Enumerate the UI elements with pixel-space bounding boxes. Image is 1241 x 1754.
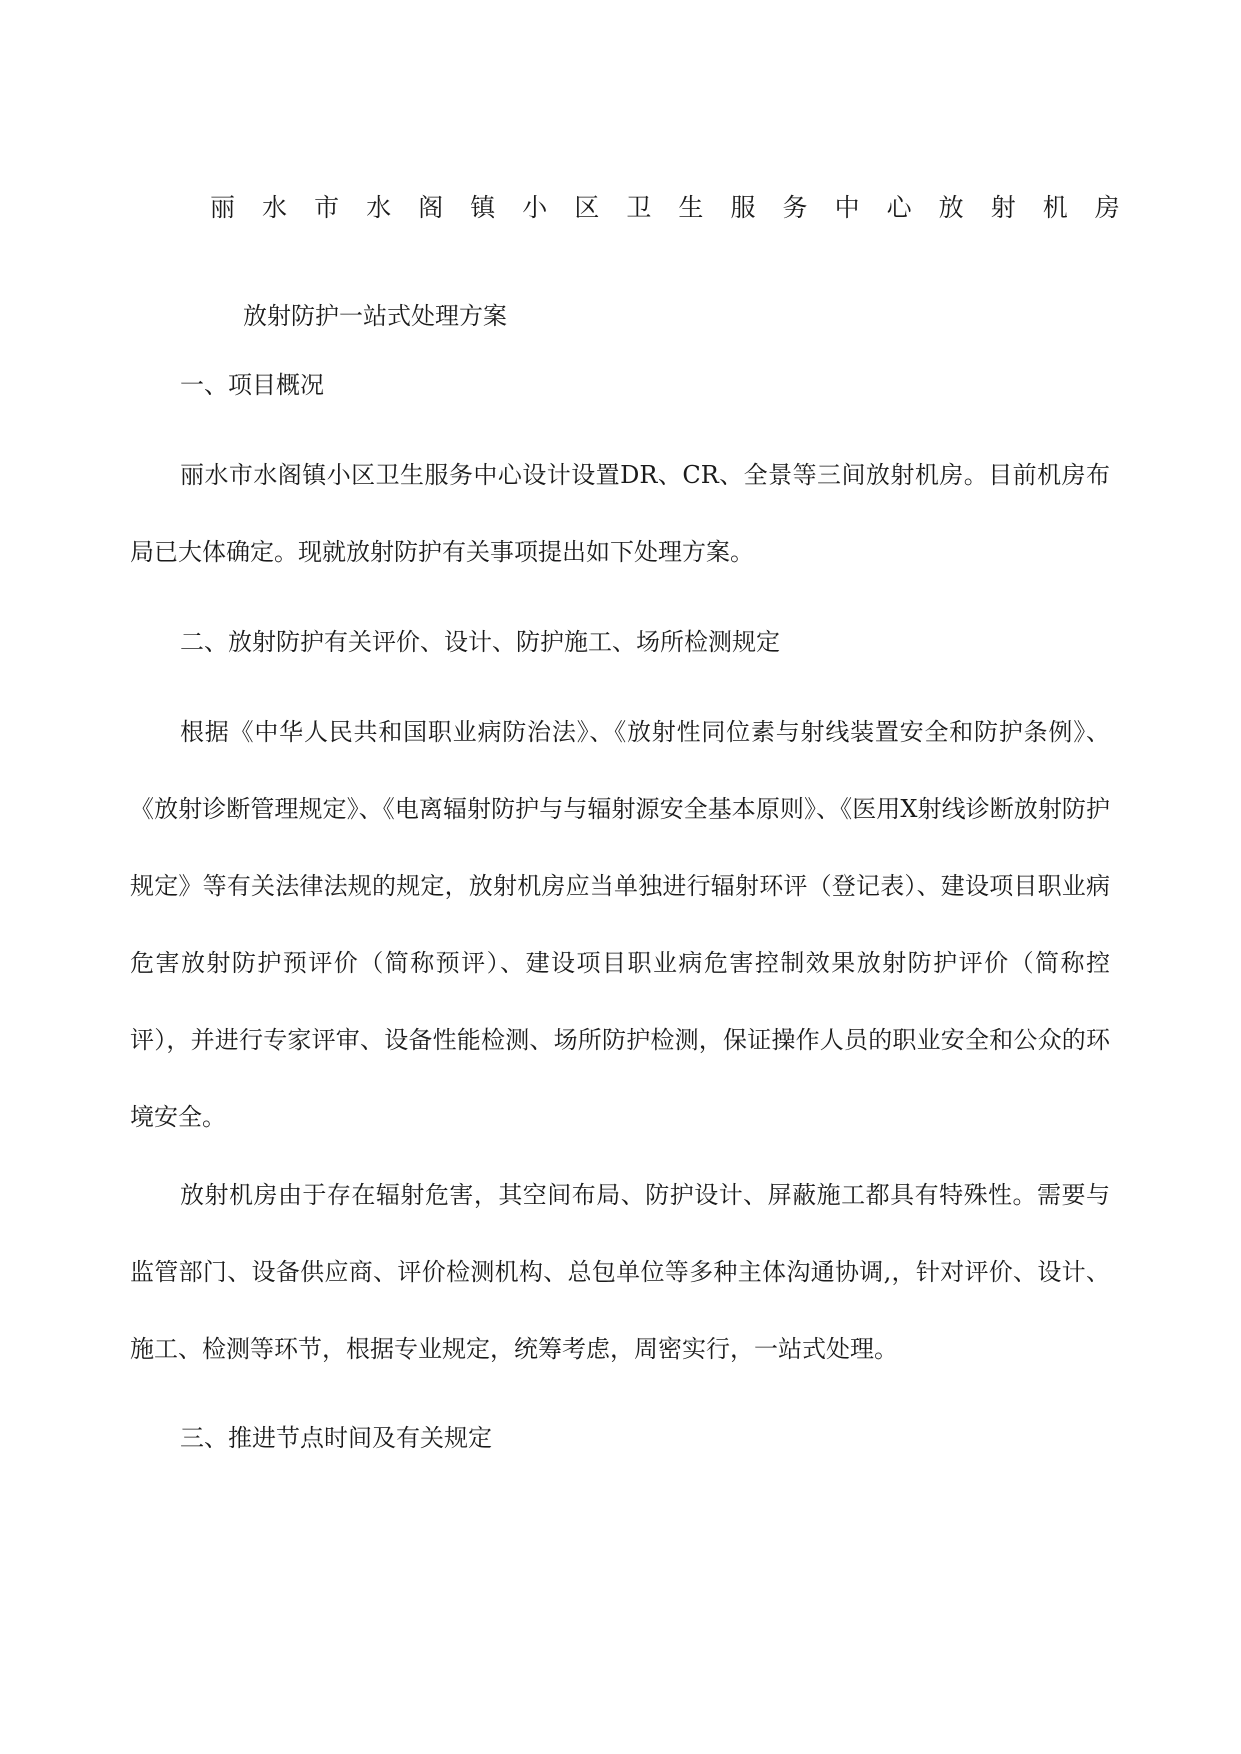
title-character: 小 — [522, 193, 548, 222]
title-character: 心 — [886, 193, 912, 222]
section3-heading: 三、推进节点时间及有关规定 — [180, 1424, 492, 1452]
section2-heading: 二、放射防护有关评价、设计、防护施工、场所检测规定 — [180, 628, 780, 656]
section1-paragraph: 丽水市水阁镇小区卫生服务中心设计设置DR、CR、全景等三间放射机房。目前机房布局已大体确定。现就放射防护有关事项提出如下处理方案。 — [130, 461, 1110, 566]
section1-heading: 一、项目概况 — [180, 371, 324, 399]
title-character: 水 — [366, 193, 392, 222]
document-title-line1 — [210, 190, 1120, 226]
title-character: 镇 — [470, 193, 496, 222]
document-title-line2: 放射防护一站式处理方案 — [243, 302, 507, 330]
title-character: 房 — [1094, 193, 1120, 222]
title-character: 射 — [990, 193, 1016, 222]
title-character: 生 — [678, 193, 704, 222]
title-character: 卫 — [626, 193, 652, 222]
title-character: 放 — [938, 193, 964, 222]
title-character: 水 — [262, 193, 288, 222]
section2-paragraph-2: 放射机房由于存在辐射危害，其空间布局、防护设计、屏蔽施工都具有特殊性。需要与监管部门、设备供应商、评价检测机构、总包单位等多种主体沟通协调,，针对评价、设计、施工、检测等环节，根据专业规定，统筹考虑，周密实行，一站式处理。 — [130, 1181, 1110, 1363]
title-character: 市 — [314, 193, 340, 222]
title-character: 区 — [574, 193, 600, 222]
title-character: 阁 — [418, 193, 444, 222]
title-character: 丽 — [210, 193, 236, 222]
title-character: 服 — [730, 193, 756, 222]
title-character: 务 — [782, 193, 808, 222]
title-character: 机 — [1042, 193, 1068, 222]
title-character: 中 — [834, 193, 860, 222]
section2-paragraph-1: 根据《中华人民共和国职业病防治法》、《放射性同位素与射线装置安全和防护条例》、《放射诊断管理规定》、《电离辐射防护与与辐射源安全基本原则》、《医用X射线诊断放射防护规定》等有关法律法规的规定，放射机房应当单独进行辐射环评（登记表）、建设项目职业病危害放射防护预评价（简称预评）、建设项目职业病危害控制效果放射防护评价（简称控评），并进行专家评审、设备性能检测、场所防护检测，保证操作人员的职业安全和公众的环境安全。 — [130, 718, 1110, 1131]
